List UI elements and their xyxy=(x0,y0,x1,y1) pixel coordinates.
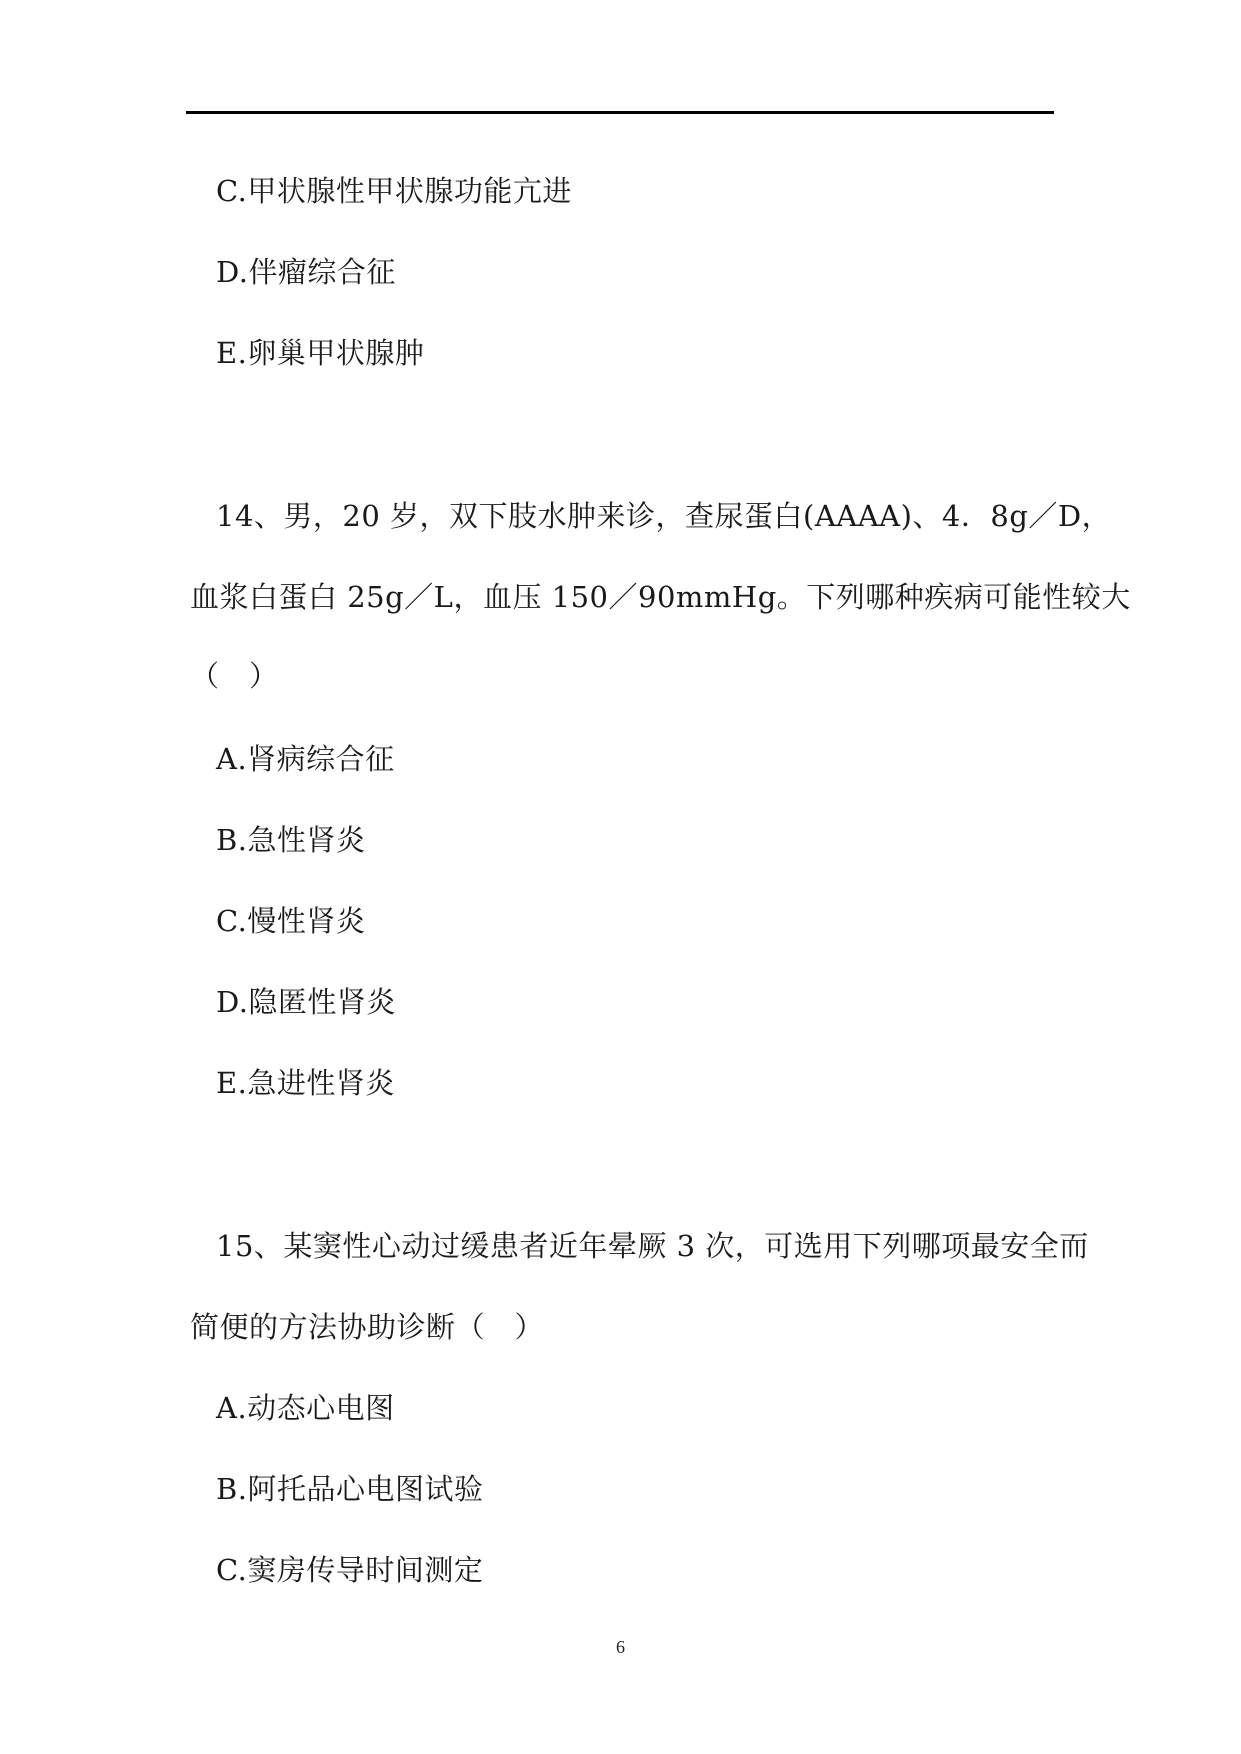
prev-option-d: D.伴瘤综合征 xyxy=(216,255,396,289)
prev-option-e: E.卵巢甲状腺肿 xyxy=(216,336,425,370)
header-rule xyxy=(186,111,1054,114)
question-15-line-2: 简便的方法协助诊断（ ） xyxy=(190,1310,545,1344)
question-15-option-b: B.阿托品心电图试验 xyxy=(216,1472,484,1506)
question-14-option-e: E.急进性肾炎 xyxy=(216,1066,395,1100)
question-14-option-d: D.隐匿性肾炎 xyxy=(216,985,396,1019)
page-number: 6 xyxy=(616,1637,625,1657)
question-15-option-c: C.窦房传导时间测定 xyxy=(216,1553,484,1587)
question-14-line-3: （ ） xyxy=(190,659,279,693)
question-14-option-a: A.肾病综合征 xyxy=(216,742,395,776)
question-14-line-2: 血浆白蛋白 25g／L，血压 150／90mmHg。下列哪种疾病可能性较大 xyxy=(190,580,1131,614)
prev-option-c: C.甲状腺性甲状腺功能亢进 xyxy=(216,174,572,208)
question-14-option-c: C.慢性肾炎 xyxy=(216,904,366,938)
question-14-line-1: 14、男，20 岁，双下肢水肿来诊，查尿蛋白(AAAA)、4．8g／D， xyxy=(216,499,1112,533)
question-15-line-1: 15、某窦性心动过缓患者近年晕厥 3 次，可选用下列哪项最安全而 xyxy=(216,1229,1089,1263)
question-14-option-b: B.急性肾炎 xyxy=(216,823,366,857)
question-15-option-a: A.动态心电图 xyxy=(216,1391,395,1425)
